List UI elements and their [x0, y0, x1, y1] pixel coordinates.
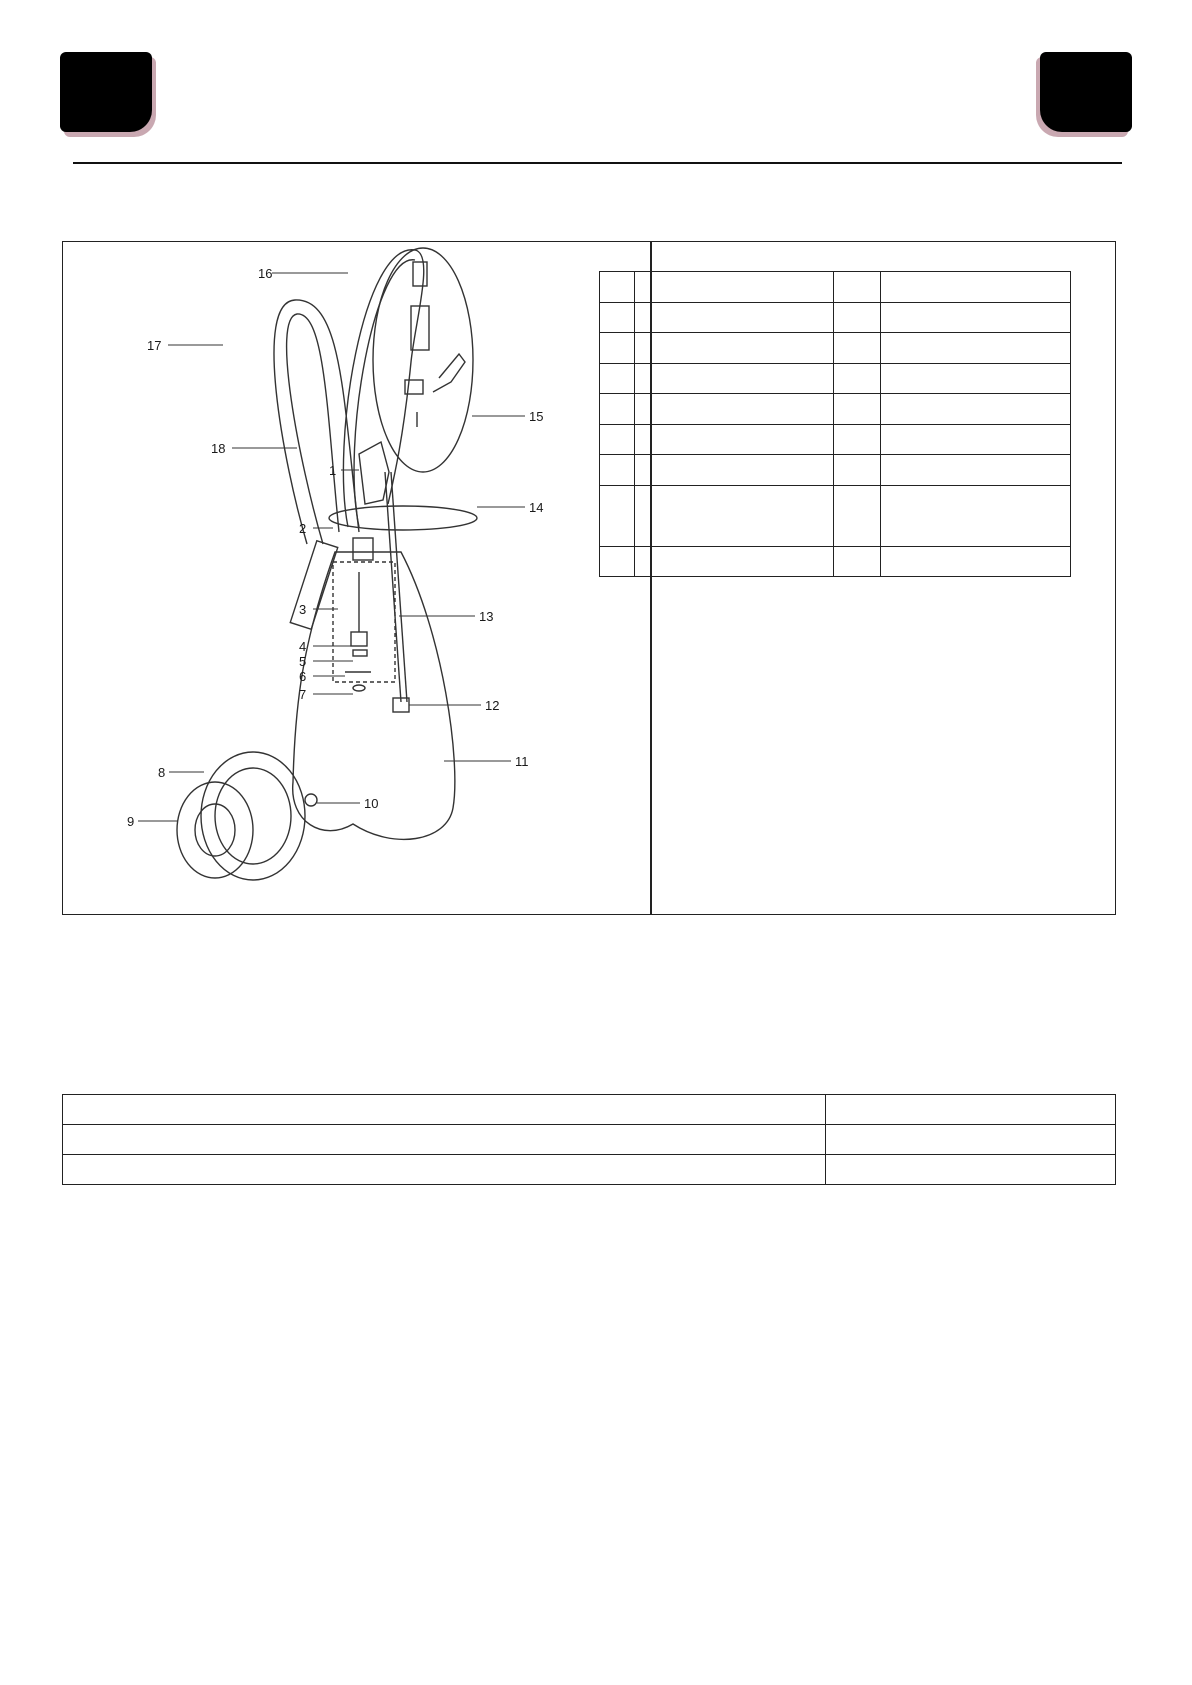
part-number-cell	[834, 485, 881, 546]
callout-3: 3	[299, 602, 307, 617]
part-name-cell	[635, 546, 834, 577]
part-name-cell	[635, 302, 834, 333]
part-name-cell	[635, 455, 834, 486]
part-number-cell	[834, 455, 881, 486]
callout-6: 6	[299, 669, 307, 684]
part-number-cell	[600, 363, 635, 394]
callout-leaders	[138, 273, 525, 821]
part-number-cell	[834, 546, 881, 577]
part-number-cell	[600, 272, 635, 303]
part-number-cell	[834, 333, 881, 364]
part-number-cell	[834, 424, 881, 455]
part-number-cell	[600, 455, 635, 486]
spec-value-cell	[826, 1095, 1116, 1125]
nozzle-tip	[413, 262, 427, 286]
spec-label-cell	[63, 1125, 826, 1155]
callout-7: 7	[299, 687, 307, 702]
sprayer-drawing	[177, 248, 477, 880]
hub-cap-9	[177, 782, 253, 878]
wheel-8	[201, 752, 305, 880]
table-row	[600, 272, 1071, 303]
parts-list-table	[599, 271, 1071, 577]
callout-1: 1	[329, 463, 337, 478]
part-name-cell	[881, 394, 1071, 425]
table-row	[600, 485, 1071, 546]
spec-value-cell	[826, 1125, 1116, 1155]
part-name-cell	[635, 485, 834, 546]
part-name-cell	[635, 424, 834, 455]
part-number-cell	[600, 302, 635, 333]
part-number-cell	[600, 394, 635, 425]
piston-4	[351, 632, 367, 646]
handle-grip	[290, 541, 337, 630]
part-number-cell	[600, 546, 635, 577]
callout-15: 15	[529, 409, 544, 424]
callout-8: 8	[158, 765, 166, 780]
part-number-cell	[834, 363, 881, 394]
part-number-cell	[834, 394, 881, 425]
part-name-cell	[881, 272, 1071, 303]
table-row	[63, 1125, 1116, 1155]
part-name-cell	[881, 424, 1071, 455]
callout-12: 12	[485, 698, 500, 713]
header-tab-right	[1040, 52, 1132, 132]
valve-7	[353, 685, 365, 691]
callout-18: 18	[211, 441, 226, 456]
part-name-cell	[881, 302, 1071, 333]
table-row	[600, 394, 1071, 425]
table-row	[600, 363, 1071, 394]
callout-5: 5	[299, 654, 307, 669]
part-name-cell	[881, 546, 1071, 577]
pressure-valve-2	[353, 538, 373, 560]
wheel-hub	[215, 768, 291, 864]
callout-17: 17	[147, 338, 162, 353]
callout-10: 10	[364, 796, 379, 811]
callout-13: 13	[479, 609, 494, 624]
part-number-cell	[834, 302, 881, 333]
table-row	[600, 302, 1071, 333]
part-name-cell	[635, 394, 834, 425]
pump-cylinder-3	[333, 562, 395, 682]
callout-11: 11	[515, 754, 529, 769]
callout-16: 16	[258, 266, 273, 281]
carry-handle-18	[287, 314, 339, 544]
trigger-handle	[433, 354, 465, 392]
part-number-cell	[600, 485, 635, 546]
table-row	[600, 333, 1071, 364]
part-name-cell	[881, 333, 1071, 364]
spec-label-cell	[63, 1155, 826, 1185]
part-name-cell	[635, 363, 834, 394]
header-tab-left	[60, 52, 152, 132]
sprayer-exploded-diagram	[63, 242, 650, 914]
part-name-cell	[635, 333, 834, 364]
table-row	[600, 455, 1071, 486]
callout-4: 4	[299, 639, 307, 654]
part-name-cell	[881, 363, 1071, 394]
part-number-cell	[600, 333, 635, 364]
seal-5	[353, 650, 367, 656]
top-collar-14	[329, 506, 477, 530]
part-number-cell	[600, 424, 635, 455]
spec-value-cell	[826, 1155, 1116, 1185]
part-name-cell	[635, 272, 834, 303]
table-row	[63, 1095, 1116, 1125]
table-row	[63, 1155, 1116, 1185]
part-name-cell	[881, 455, 1071, 486]
callout-9: 9	[127, 814, 135, 829]
header-rule	[73, 162, 1122, 164]
part-name-cell	[881, 485, 1071, 546]
part-number-cell	[834, 272, 881, 303]
specifications-table	[62, 1094, 1116, 1185]
table-row	[600, 546, 1071, 577]
callout-14: 14	[529, 500, 544, 515]
table-row	[600, 424, 1071, 455]
drain-plug-10	[305, 794, 317, 806]
callout-2: 2	[299, 521, 307, 536]
spec-label-cell	[63, 1095, 826, 1125]
